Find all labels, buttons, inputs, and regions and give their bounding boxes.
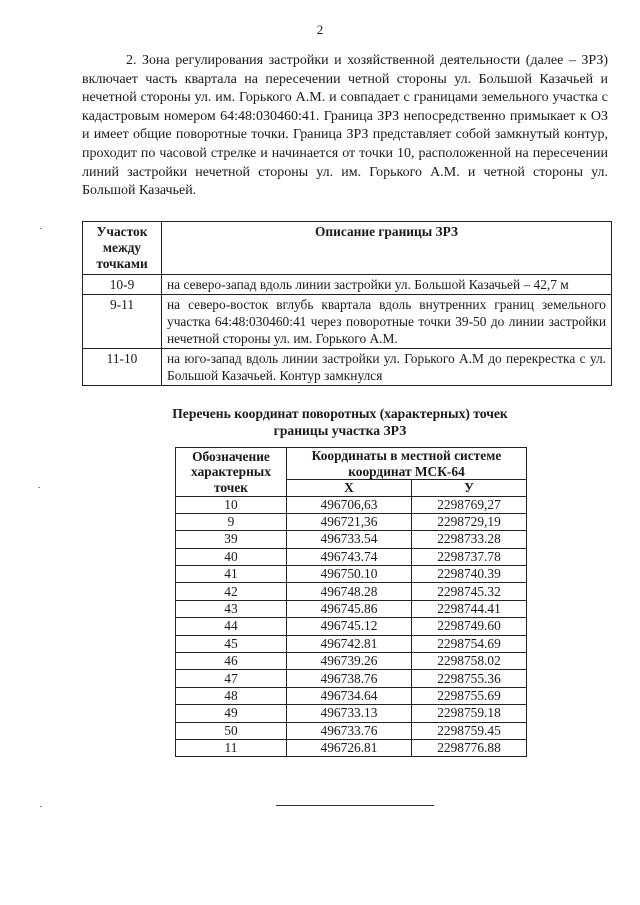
header-description: Описание границы ЗРЗ (162, 222, 612, 275)
table-header-row (176, 448, 527, 480)
description-cell: на северо-запад вдоль линии застройки ул. Большой Казачьей – 42,7 м (162, 275, 612, 295)
table-row (176, 513, 527, 530)
table-row (176, 705, 527, 722)
zone-description-paragraph: 2. Зона регулирования застройки и хозяйственной деятельности (далее – ЗРЗ) включает часть квартала на пересечении четной стороны ул. Большой Казачьей и нечетной стороны ул. им. Горького А.М. и совпадает с границами земельного участка с кадастровым номером 64:48:030460:41. Граница ЗРЗ непосредственно примыкает к ОЗ и имеет общие поворотные точки. Граница ЗРЗ представляет собой замкнутый контур, проходит по часовой стрелке и начинается от точки 10, расположенной на пересечении линий застройки нечетной стороны ул. им. Горького А.М. и четной стороны ул. Большой Казачьей. (82, 53, 608, 199)
table-row (176, 687, 527, 704)
table-row (83, 275, 612, 295)
point-cell: 49 (176, 705, 287, 722)
signature-rule (276, 805, 434, 806)
y-cell: 2298754.69 (412, 635, 527, 652)
coordinates-table (175, 447, 527, 757)
point-cell: 9 (176, 513, 287, 530)
table-row (176, 600, 527, 617)
x-cell: 496733.76 (287, 722, 412, 739)
header-section: Участок между точками (83, 222, 162, 275)
header-y: У (412, 480, 527, 497)
table-row (83, 295, 612, 349)
x-cell: 496748.28 (287, 583, 412, 600)
x-cell: 496742.81 (287, 635, 412, 652)
table-row (176, 583, 527, 600)
point-cell: 47 (176, 670, 287, 687)
section-cell: 11-10 (83, 349, 162, 386)
point-cell: 43 (176, 600, 287, 617)
table-row (176, 653, 527, 670)
table-row (176, 670, 527, 687)
point-cell: 42 (176, 583, 287, 600)
x-cell: 496733.13 (287, 705, 412, 722)
y-cell: 2298729,19 (412, 513, 527, 530)
point-cell: 45 (176, 635, 287, 652)
description-cell: на северо-восток вглубь квартала вдоль внутренних границ земельного участка 64:48:030460:41 через поворотные точки 39-50 до линии застройки нечетной стороны ул. им. Горького А.М. (162, 295, 612, 349)
x-cell: 496750.10 (287, 566, 412, 583)
y-cell: 2298745.32 (412, 583, 527, 600)
y-cell: 2298740.39 (412, 566, 527, 583)
y-cell: 2298737.78 (412, 548, 527, 565)
y-cell: 2298744.41 (412, 600, 527, 617)
y-cell: 2298755.69 (412, 687, 527, 704)
header-x: Х (287, 480, 412, 497)
description-cell: на юго-запад вдоль линии застройки ул. Горького А.М до перекрестка с ул. Большой Казачьей. Контур замкнулся (162, 349, 612, 386)
boundary-description-table (82, 221, 612, 386)
table-row (176, 618, 527, 635)
coordinates-title: Перечень координат поворотных (характерных) точек границы участка ЗРЗ (172, 406, 508, 438)
x-cell: 496734.64 (287, 687, 412, 704)
point-cell: 11 (176, 739, 287, 756)
header-point: Обозначение характерных точек (176, 448, 287, 497)
point-cell: 44 (176, 618, 287, 635)
table-row (176, 548, 527, 565)
y-cell: 2298769,27 (412, 496, 527, 513)
y-cell: 2298749.60 (412, 618, 527, 635)
scan-speck (40, 806, 42, 807)
section-cell: 9-11 (83, 295, 162, 349)
table-row (176, 531, 527, 548)
table-row (176, 566, 527, 583)
header-coords: Координаты в местной системе координат МСК-64 (287, 448, 527, 480)
x-cell: 496706,63 (287, 496, 412, 513)
y-cell: 2298733.28 (412, 531, 527, 548)
table-row (176, 722, 527, 739)
x-cell: 496733.54 (287, 531, 412, 548)
y-cell: 2298776.88 (412, 739, 527, 756)
point-cell: 46 (176, 653, 287, 670)
page-number: 2 (316, 22, 324, 37)
x-cell: 496745.12 (287, 618, 412, 635)
x-cell: 496738.76 (287, 670, 412, 687)
y-cell: 2298759.18 (412, 705, 527, 722)
point-cell: 39 (176, 531, 287, 548)
point-cell: 50 (176, 722, 287, 739)
x-cell: 496743.74 (287, 548, 412, 565)
scan-speck (38, 487, 40, 488)
section-cell: 10-9 (83, 275, 162, 295)
point-cell: 40 (176, 548, 287, 565)
x-cell: 496745.86 (287, 600, 412, 617)
y-cell: 2298755.36 (412, 670, 527, 687)
point-cell: 48 (176, 687, 287, 704)
x-cell: 496739.26 (287, 653, 412, 670)
scan-speck (40, 228, 42, 229)
table-row (83, 349, 612, 386)
table-row (176, 739, 527, 756)
table-row (176, 496, 527, 513)
x-cell: 496721,36 (287, 513, 412, 530)
y-cell: 2298758.02 (412, 653, 527, 670)
point-cell: 10 (176, 496, 287, 513)
point-cell: 41 (176, 566, 287, 583)
table-row (176, 635, 527, 652)
x-cell: 496726.81 (287, 739, 412, 756)
table-header-row (83, 222, 612, 275)
y-cell: 2298759.45 (412, 722, 527, 739)
